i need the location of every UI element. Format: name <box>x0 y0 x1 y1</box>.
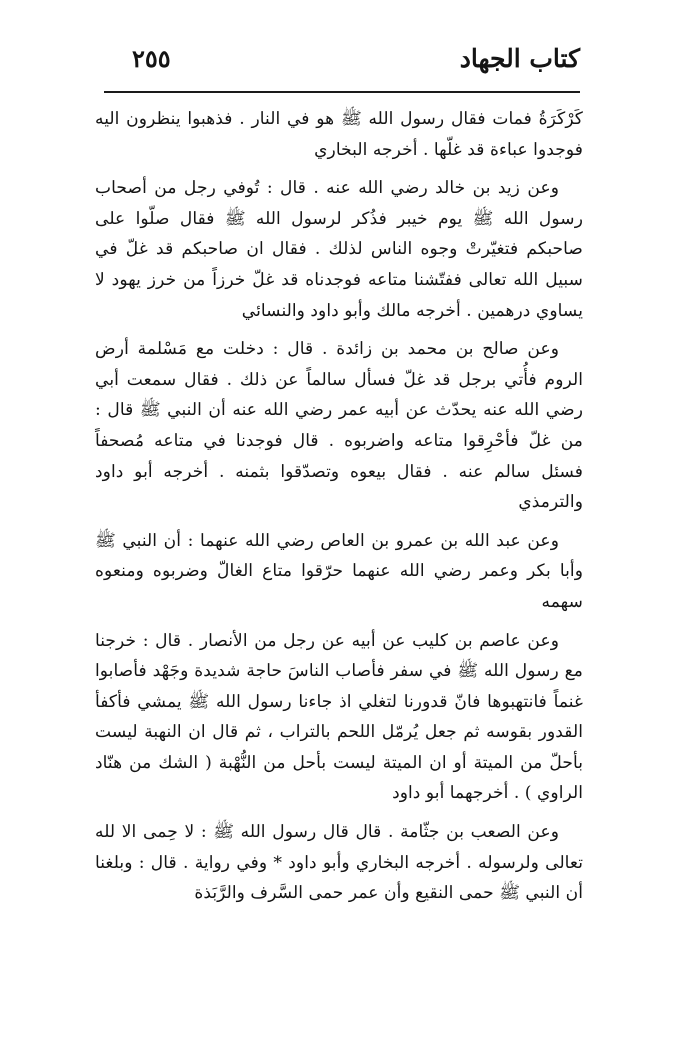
paragraph-4: وعن عبد الله بن عمرو بن العاص رضي الله عنهما : أن النبي ﷺ وأبا بكر وعمر رضي الله عنهما حرّقوا متاع الغالّ وضربوه ومنعوه سهمه <box>95 530 583 612</box>
header-rule <box>104 91 580 93</box>
paragraph-2: وعن زيد بن خالد رضي الله عنه . قال : تُوفي رجل من أصحاب رسول الله ﷺ يوم خيبر فذُكر لرسول الله ﷺ فقال صلّوا على صاحبكم فتغيّرتْ وجوه الناس لذلك . فقال ان صاحبكم قد غلّ في سبيل الله تعالى ففتّشنا متاعه فوجدناه قد غلّ خرزاً من خرز يهود لا يساوي درهمين . أخرجه مالك وأبو داود والنسائي <box>95 178 583 321</box>
paragraph-3: وعن صالح بن محمد بن زائدة . قال : دخلت مع مَسْلمة أرض الروم فأُتي برجل قد غلّ فسأل سالماً عن ذلك . فقال سمعت أبي رضي الله عنه يحدّث عن أبيه عمر رضي الله عنه أن النبي ﷺ قال : من غلّ فأحْرِقوا متاعه واضربوه . قال فوجدنا في متاعه مُصحفاً فسئل سالم عنه . فقال بيعوه وتصدّقوا بثمنه . أخرجه أبو داود والترمذي <box>95 339 583 513</box>
paragraph-6: وعن الصعب بن جثّامة . قال قال رسول الله ﷺ : لا حِمى الا لله تعالى ولرسوله . أخرجه البخاري وأبو داود * وفي رواية . قال : وبلغنا أن النبي ﷺ حمى النقيع وأن عمر حمى السَّرف والرَّبَذة <box>95 822 583 904</box>
page-number: ٢٥٥ <box>132 44 171 73</box>
body-text <box>95 104 583 909</box>
running-title: كتاب الجهاد <box>459 44 580 73</box>
page-header <box>100 44 580 84</box>
paragraph-5: وعن عاصم بن كليب عن أبيه عن رجل من الأنصار . قال : خرجنا مع رسول الله ﷺ في سفر فأصاب الناسَ حاجة شديدة وجَهْد فأصابوا غنماً فانتهبوها فانّ قدورنا لتغلي اذ جاءنا رسول الله ﷺ يمشي فأكفأ القدور بقوسه ثم جعل يُرمّل اللحم بالتراب ، ثم قال ان النهبة ليست بأحلّ من الميتة أو ان الميتة ليست بأحل من النُّهْبة ( الشك من هنّاد الراوي ) . أخرجهما أبو داود <box>95 630 583 804</box>
paragraph-1: كَرْكَرَةُ فمات فقال رسول الله ﷺ هو في النار . فذهبوا ينظرون اليه فوجدوا عباءة قد غلّها . أخرجه البخاري <box>95 109 583 160</box>
